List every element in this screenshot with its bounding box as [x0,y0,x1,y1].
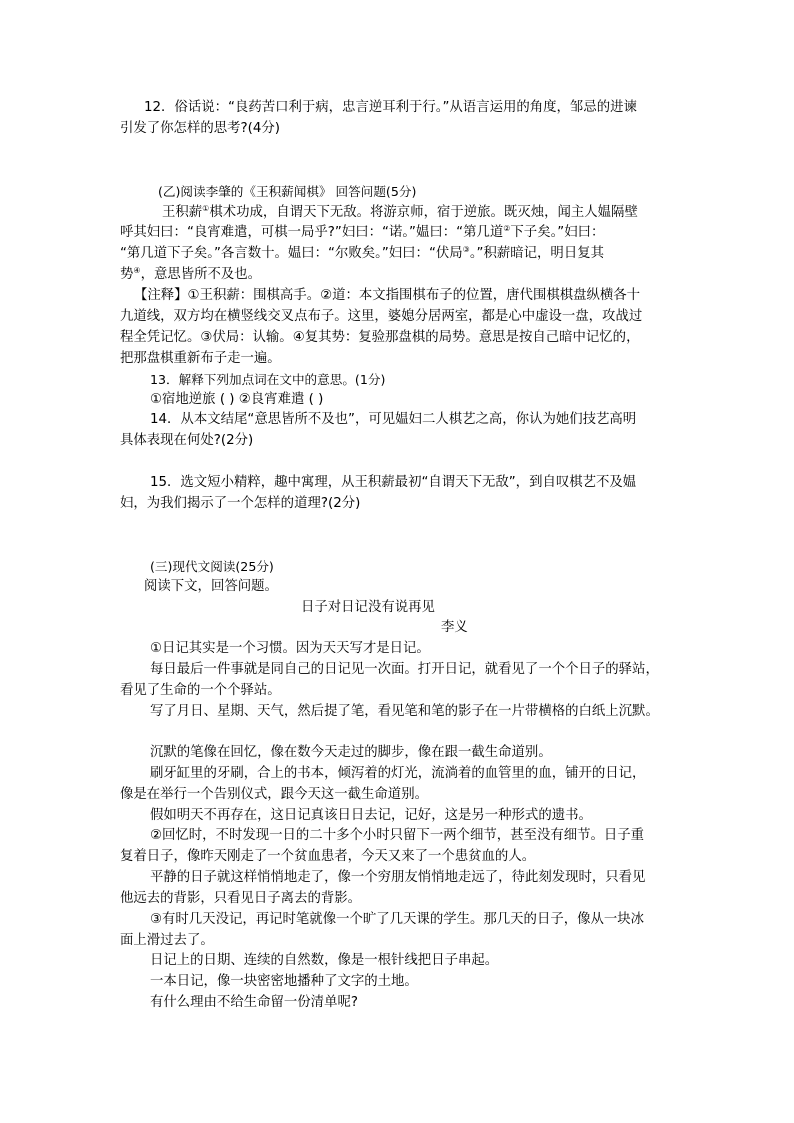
article-line: 日记上的日期、连续的自然数，像是一根针线把日子串起。 [150,953,499,968]
q15-line-2: 妇，为我们揭示了一个怎样的道理?(2分) [120,496,361,511]
footnote-marker: ① [202,204,210,213]
passage-text: 棋术功成，自谓天下无敌。将游京师，宿于逆旅。既灭烛，闻主人媪隔壁 [209,205,638,220]
q15-line-1: 15．选文短小精粹，趣中寓理，从王积薪最初“自谓天下无敌”，到自叹棋艺不及媪 [150,475,637,490]
q12-line-2: 引发了你怎样的思考?(4分) [120,121,280,136]
footnote-marker: ② [503,224,511,233]
note-line-3: 程全凭记忆。③伏局：认输。④复其势：复验那盘棋的局势。意思是按自己暗中记忆的， [120,330,640,345]
article-line: 看见了生命的一个个驿站。 [120,683,281,698]
passage-text: 王积薪 [162,205,203,220]
article-author: 李义 [441,620,468,635]
passage-line-2 [120,223,604,244]
article-line: 他远去的背影，只看见日子离去的背影。 [120,891,362,906]
article-title: 日子对日记没有说再见 [301,600,435,615]
article-line: 写了月日、星期、天气，然后提了笔，看见笔和笔的影子在一片带横格的白纸上沉默。 [150,704,659,719]
article-line: 一本日记，像一块密密地播种了文字的土地。 [150,974,418,989]
passage-line-3 [120,244,604,265]
article-line: 面上滑过去了。 [120,933,214,948]
passage-line-4 [120,265,261,286]
passage-text: 呼其妇曰：“良宵难遣，可棋一局乎?”妇曰：“诺。”媪曰：“第几道 [120,225,504,240]
article-line: 平静的日子就这样悄悄地走了，像一个穷朋友悄悄地走远了，待此刻发现时，只看见 [150,870,646,885]
q13-items: ①宿地逆旅 ( ) ②良宵难遣 ( ) [150,392,324,407]
note-line-1: 【注释】①王积薪：围棋高手。②道：本文指围棋布子的位置，唐代围棋棋盘纵横各十 [134,288,641,303]
article-line: 复着日子，像昨天刚走了一个贫血患者，今天又来了一个患贫血的人。 [120,849,536,864]
article-line: 有什么理由不给生命留一份清单呢? [150,995,358,1010]
passage-text: ，意思皆所不及也。 [140,267,262,282]
article-line: 刷牙缸里的牙刷，合上的书本，倾泻着的灯光，流淌着的血管里的血，铺开的日记， [150,766,646,781]
q14-line-1: 14．从本文结尾“意思皆所不及也”，可见媪妇二人棋艺之高，你认为她们技艺高明 [150,412,637,427]
q12-line-1: 12．俗话说：“良药苦口利于病，忠言逆耳利于行。”从语言运用的角度，邹忌的进谏 [144,100,637,115]
passage-text: 。”积薪暗记，明日复其 [469,246,604,261]
article-line: 假如明天不再存在，这日记真该日日去记，记好，这是另一种形式的遗书。 [150,808,592,823]
note-line-4: 把那盘棋重新布子走一遍。 [120,351,281,366]
q13-prompt: 13．解释下列加点词在文中的意思。(1分) [150,372,386,387]
article-line: 每日最后一件事就是同自己的日记见一次面。打开日记，就看见了一个个日子的驿站， [150,662,659,677]
article-line: ③有时几天没记，再记时笔就像一个旷了几天课的学生。那几天的日子，像从一块冰 [150,912,645,927]
footnote-marker: ④ [133,266,141,275]
passage-line-1 [162,203,638,224]
section-yi-heading: (乙)阅读李肇的《王积薪闻棋》 回答问题(5分) [158,184,417,199]
section-san-heading: (三)现代文阅读(25分) [150,559,274,574]
article-line: 沉默的笔像在回忆，像在数今天走过的脚步，像在跟一截生命道别。 [150,745,552,760]
passage-text: “第几道下子矣。”各言数十。媪曰：“尔败矣。”妇曰：“伏局 [120,246,463,261]
q14-line-2: 具体表现在何处?(2分) [120,433,254,448]
article-line: ②回忆时，不时发现一日的二十多个小时只留下一两个细节，甚至没有细节。日子重 [150,828,645,843]
note-line-2: 九道线，双方均在横竖线交叉点布子。这里，婆媳分居两室，都是心中虚设一盘，攻战过 [120,309,643,324]
footnote-marker: ③ [462,245,470,254]
article-line: 像是在举行一个告别仪式，跟今天这一截生命道别。 [120,787,428,802]
passage-text: 势 [120,267,134,282]
passage-text: 下子矣。”妇曰： [510,225,605,240]
article-line: ①日记其实是一个习惯。因为天天写才是日记。 [150,641,430,656]
section-san-instruction: 阅读下文，回答问题。 [144,579,278,594]
